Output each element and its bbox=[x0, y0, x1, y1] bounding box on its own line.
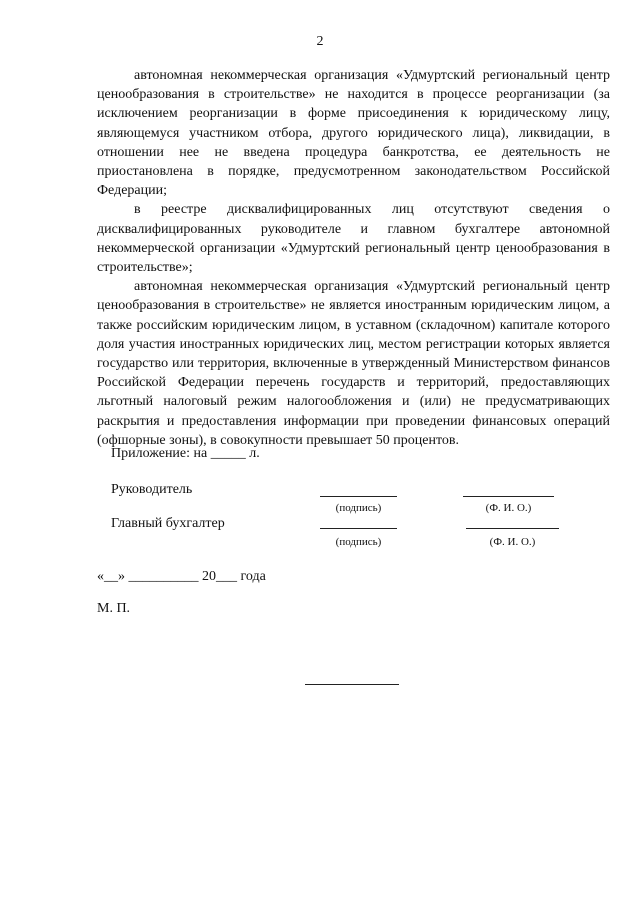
signature-role-director: Руководитель bbox=[111, 482, 193, 497]
director-name-caption: (Ф. И. О.) bbox=[485, 502, 532, 514]
director-signature-caption: (подпись) bbox=[335, 502, 382, 514]
signature-role-chief-accountant: Главный бухгалтер bbox=[111, 516, 225, 531]
date-line: «__» __________ 20___ года bbox=[97, 569, 266, 584]
director-name-line bbox=[463, 496, 554, 497]
accountant-signature-caption: (подпись) bbox=[335, 536, 382, 548]
seal-placeholder: М. П. bbox=[97, 601, 131, 616]
director-signature-line bbox=[320, 496, 397, 497]
attachment-line: Приложение: на _____ л. bbox=[111, 446, 260, 461]
paragraph-disqualified-registry: в реестре дисквалифицированных лиц отсутствуют сведения о дисквалифицированных руководителе и главном бухгалтере автономной некоммерческой организации «Удмуртский региональный центр ценообразования в строительстве»; bbox=[97, 202, 610, 276]
accountant-signature-line bbox=[320, 528, 397, 529]
paragraph-reorganization: автономная некоммерческая организация «Удмуртский региональный центр ценообразования в строительстве» не находится в процессе реорганизации (за исключением реорганизации в форме присоединения к юридическому лицу, являющемуся участником отбора, другого юридического лица), ликвидации, в отношении нее не введена процедура банкротства, ее деятельность не приостановлена в порядке, предусмотренном законодательством Российской Федерации; bbox=[97, 68, 610, 199]
document-body bbox=[97, 66, 610, 450]
paragraph-foreign-entity: автономная некоммерческая организация «Удмуртский региональный центр ценообразования в строительстве» не является иностранным юридическим лицом, а также российским юридическим лицом, в уставном (складочном) капитале которого доля участия иностранных юридических лиц, местом регистрации которых является государство или территория, включенные в утвержденный Министерством финансов Российской Федерации перечень государств и территорий, предоставляющих льготный налоговый режим налогообложения и (или) не предусматривающих раскрытия и предоставления информации при проведении финансовых операций (офшорные зоны), в совокупности превышает 50 процентов. bbox=[97, 279, 610, 448]
end-rule bbox=[305, 684, 399, 685]
accountant-name-line bbox=[466, 528, 559, 529]
accountant-name-caption: (Ф. И. О.) bbox=[489, 536, 536, 548]
page-number: 2 bbox=[316, 34, 324, 49]
